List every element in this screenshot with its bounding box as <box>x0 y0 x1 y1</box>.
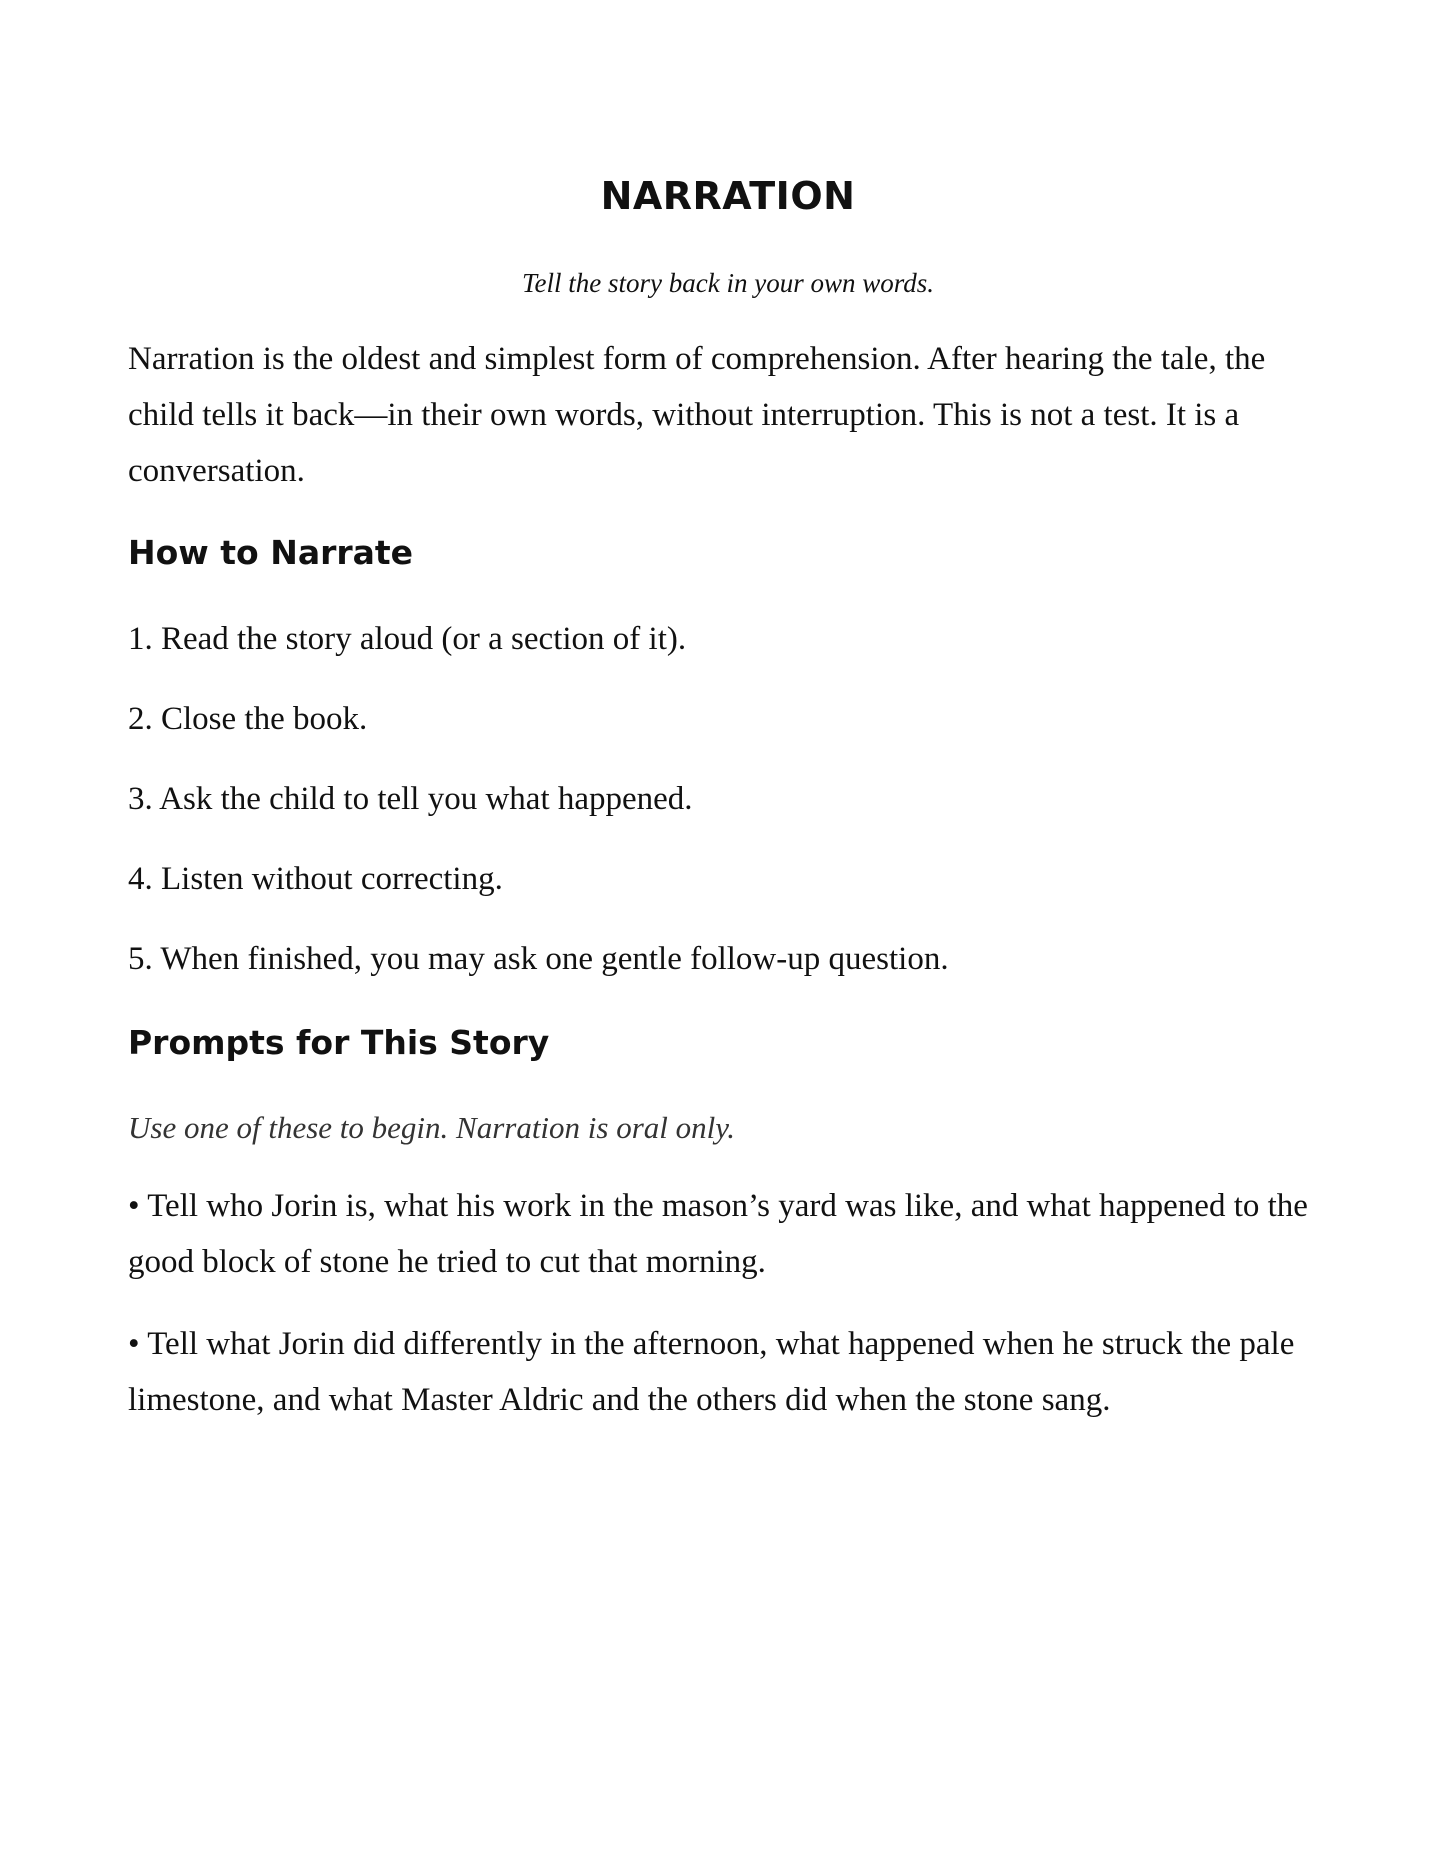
prompt-item: • Tell what Jorin did differently in the afternoon, what happened when he struck the pale limestone, and what Master Aldric and the others did when the stone sang. <box>128 1326 1295 1418</box>
step-item: 4. Listen without correcting. <box>128 861 503 897</box>
step-item: 2. Close the book. <box>128 701 368 737</box>
prompts-note: Use one of these to begin. Narration is oral only. <box>128 1110 736 1145</box>
intro-paragraph: Narration is the oldest and simplest form of comprehension. After hearing the tale, the child tells it back—in their own words, without interruption. This is not a test. It is a conversation. <box>128 341 1266 489</box>
step-item: 1. Read the story aloud (or a section of it). <box>128 621 687 657</box>
step-item: 3. Ask the child to tell you what happened. <box>128 781 693 817</box>
page-title: NARRATION <box>600 174 856 218</box>
prompt-item: • Tell who Jorin is, what his work in the mason’s yard was like, and what happened to the good block of stone he tried to cut that morning. <box>128 1188 1308 1280</box>
how-to-heading: How to Narrate <box>128 533 414 572</box>
prompts-heading: Prompts for This Story <box>128 1023 550 1062</box>
page-subtitle: Tell the story back in your own words. <box>521 268 934 298</box>
step-item: 5. When finished, you may ask one gentle follow-up question. <box>128 941 949 977</box>
